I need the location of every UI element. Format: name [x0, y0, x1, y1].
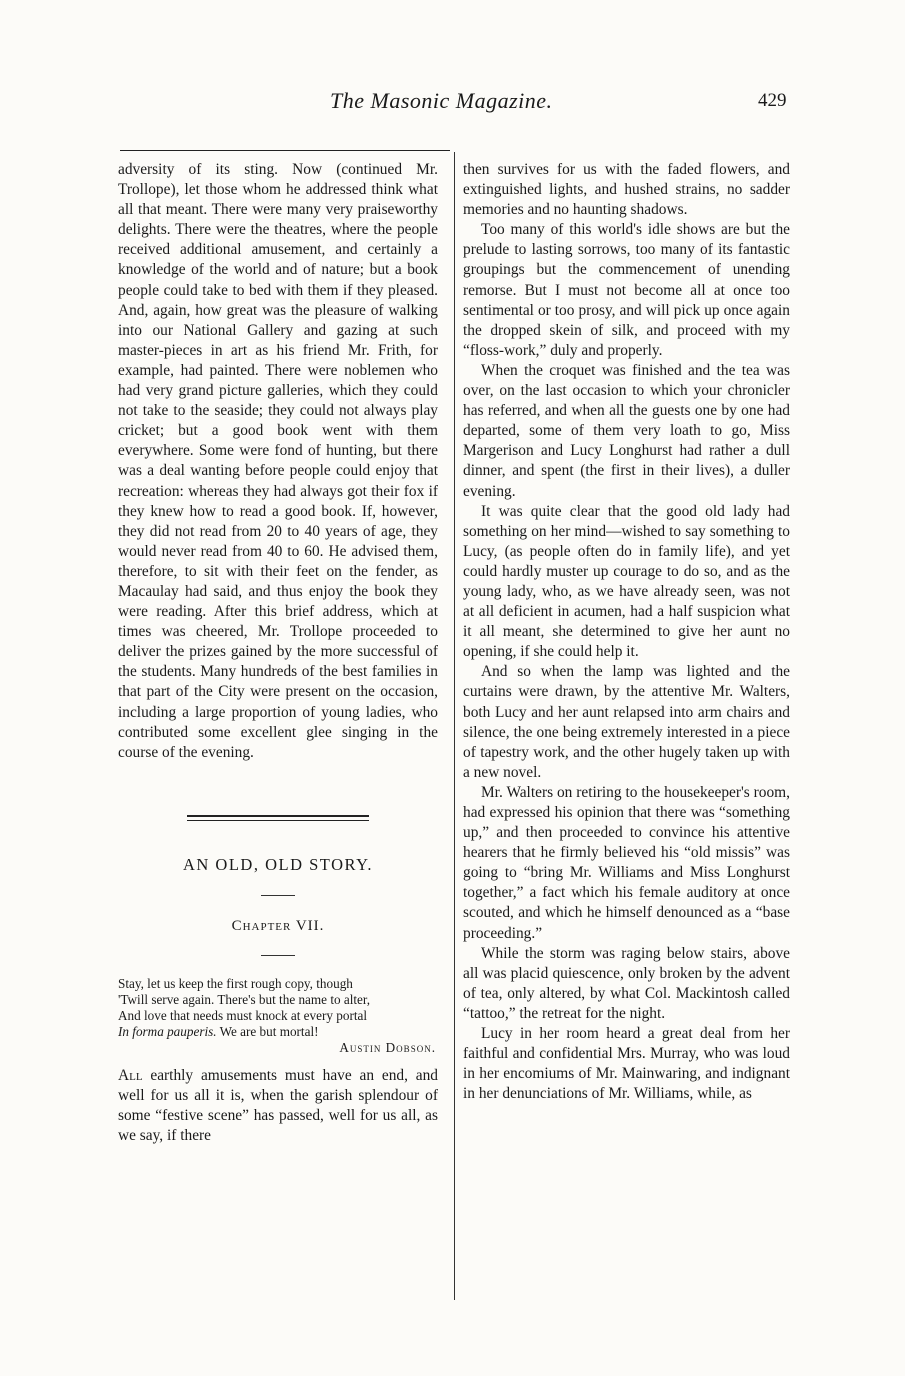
- epigraph-line: And love that needs must knock at every portal: [118, 1007, 368, 1023]
- short-rule: [261, 955, 295, 956]
- article-paragraph: While the storm was raging below stairs, above all was placid quiescence, only broken by the advent of tea, only altered, by what Col. Mackintosh called “tattoo,” the retreat for the night.: [463, 944, 790, 1022]
- epigraph-line: 'Twill serve again. There's but the name to alter,: [118, 991, 371, 1007]
- page-number: 429: [758, 90, 787, 111]
- chapter-opening-paragraph: [118, 1066, 438, 1146]
- left-column: [118, 160, 438, 1146]
- article-paragraph: And so when the lamp was lighted and the curtains were drawn, by the attentive Mr. Walters, both Lucy and her aunt relapsed into arm chairs and silence, the one being extremely interested in a piece of tapestry work, and the other hugely taken up with a new novel.: [463, 663, 790, 781]
- article-paragraph: adversity of its sting. Now (continued Mr. Trollope), let those whom he addressed think what all that meant. There were many very praiseworthy delights. There were the theatres, where the people received additional amusement, and certainly a knowledge of the world and of nature; but a book people could take to bed with them if they pleased. And, again, how great was the pleasure of walking into our National Gallery and gazing at such master-pieces in art as his friend Mr. Frith, for example, had painted. There were noblemen who had very grand picture galleries, which they could not take to the seaside; they could not always play cricket; but a good book went with them everywhere. Some were fond of hunting, but there was a deal wanting before people could enjoy that recreation: whereas they had always got their fox if they knew how to read a good book. If, however, they did not read from 20 to 40 years of age, they would never read from 40 to 60. He advised them, therefore, to sit with their feet on the fender, as Macaulay had said, and thus enjoy the book they were reading. After this brief address, which at times was cheered, Mr. Trollope proceeded to deliver the prizes gained by the more successful of the students. Many hundreds of the best families in that part of the City were present on the occasion, including a large proportion of young ladies, who contributed some excellent glee singing in the course of the evening.: [118, 161, 438, 761]
- magazine-title: The Masonic Magazine.: [330, 88, 553, 113]
- paragraph-text: earthly amusements must have an end, and well for us all it is, when the garish splendour of some “festive scene” has passed, well for us all, as we say, if there: [118, 1066, 438, 1145]
- drop-word: All: [118, 1066, 143, 1084]
- epigraph-attribution: Austin Dobson.: [339, 1039, 436, 1055]
- right-column: [463, 160, 790, 1104]
- epigraph-line: Stay, let us keep the first rough copy, though: [118, 975, 353, 991]
- section-divider: [187, 815, 369, 821]
- article-paragraph: It was quite clear that the good old lady had something on her mind—wished to say something to Lucy, (as people often do in family life), and yet could hardly muster up courage to do so, and as the young lady, who, as we have already seen, was not at all deficient in acumen, had a half suspicion what it all meant, she determined to give her aunt no opening, if she could help it.: [463, 502, 790, 661]
- article-paragraph: Mr. Walters on retiring to the housekeeper's room, had expressed his opinion that there was “something up,” and then proceeded to convince his attentive hearers that he firmly believed his “old missis” was going to “bring Mr. Williams and Miss Longhurst together,” a fact which his female auditory at once scouted, and which he himself denounced as a “base proceeding.”: [463, 783, 790, 942]
- article-paragraph: Too many of this world's idle shows are but the prelude to lasting sorrows, too many of its fantastic groupings but the commencement of unending remorse. But I must not become all at once too sentimental or too prosy, and will pick up once again the dropped skein of silk, and proceed with my “floss-work,” duly and properly.: [463, 221, 790, 359]
- chapter-heading: Chapter VII.: [231, 917, 325, 934]
- article-paragraph: then survives for us with the faded flowers, and extinguished lights, and hushed strains, no sadder memories and no haunting shadows.: [463, 161, 790, 219]
- epigraph-latin: In forma pauperis.: [118, 1023, 217, 1039]
- epigraph-line-rest: We are but mortal!: [216, 1023, 319, 1039]
- article-paragraph: When the croquet was finished and the tea was over, on the last occasion to which your chronicler has referred, and when all the guests one by one had departed, some of them very loath to go, Miss Margerison and Lucy Longhurst had rather a dull dinner, and spent (the first in their lives), a duller evening.: [463, 361, 790, 500]
- column-divider: [454, 152, 455, 1300]
- short-rule: [261, 895, 295, 896]
- top-rule: [120, 150, 450, 151]
- epigraph: [118, 976, 438, 1056]
- story-title: AN OLD, OLD STORY.: [182, 854, 374, 874]
- epigraph-line: [118, 1024, 438, 1040]
- page-header: [0, 80, 905, 120]
- article-paragraph: Lucy in her room heard a great deal from her faithful and confidential Mrs. Murray, who was loud in her encomiums of Mr. Mainwaring, and indignant in her denunciations of Mr. Williams, while, as: [463, 1025, 790, 1103]
